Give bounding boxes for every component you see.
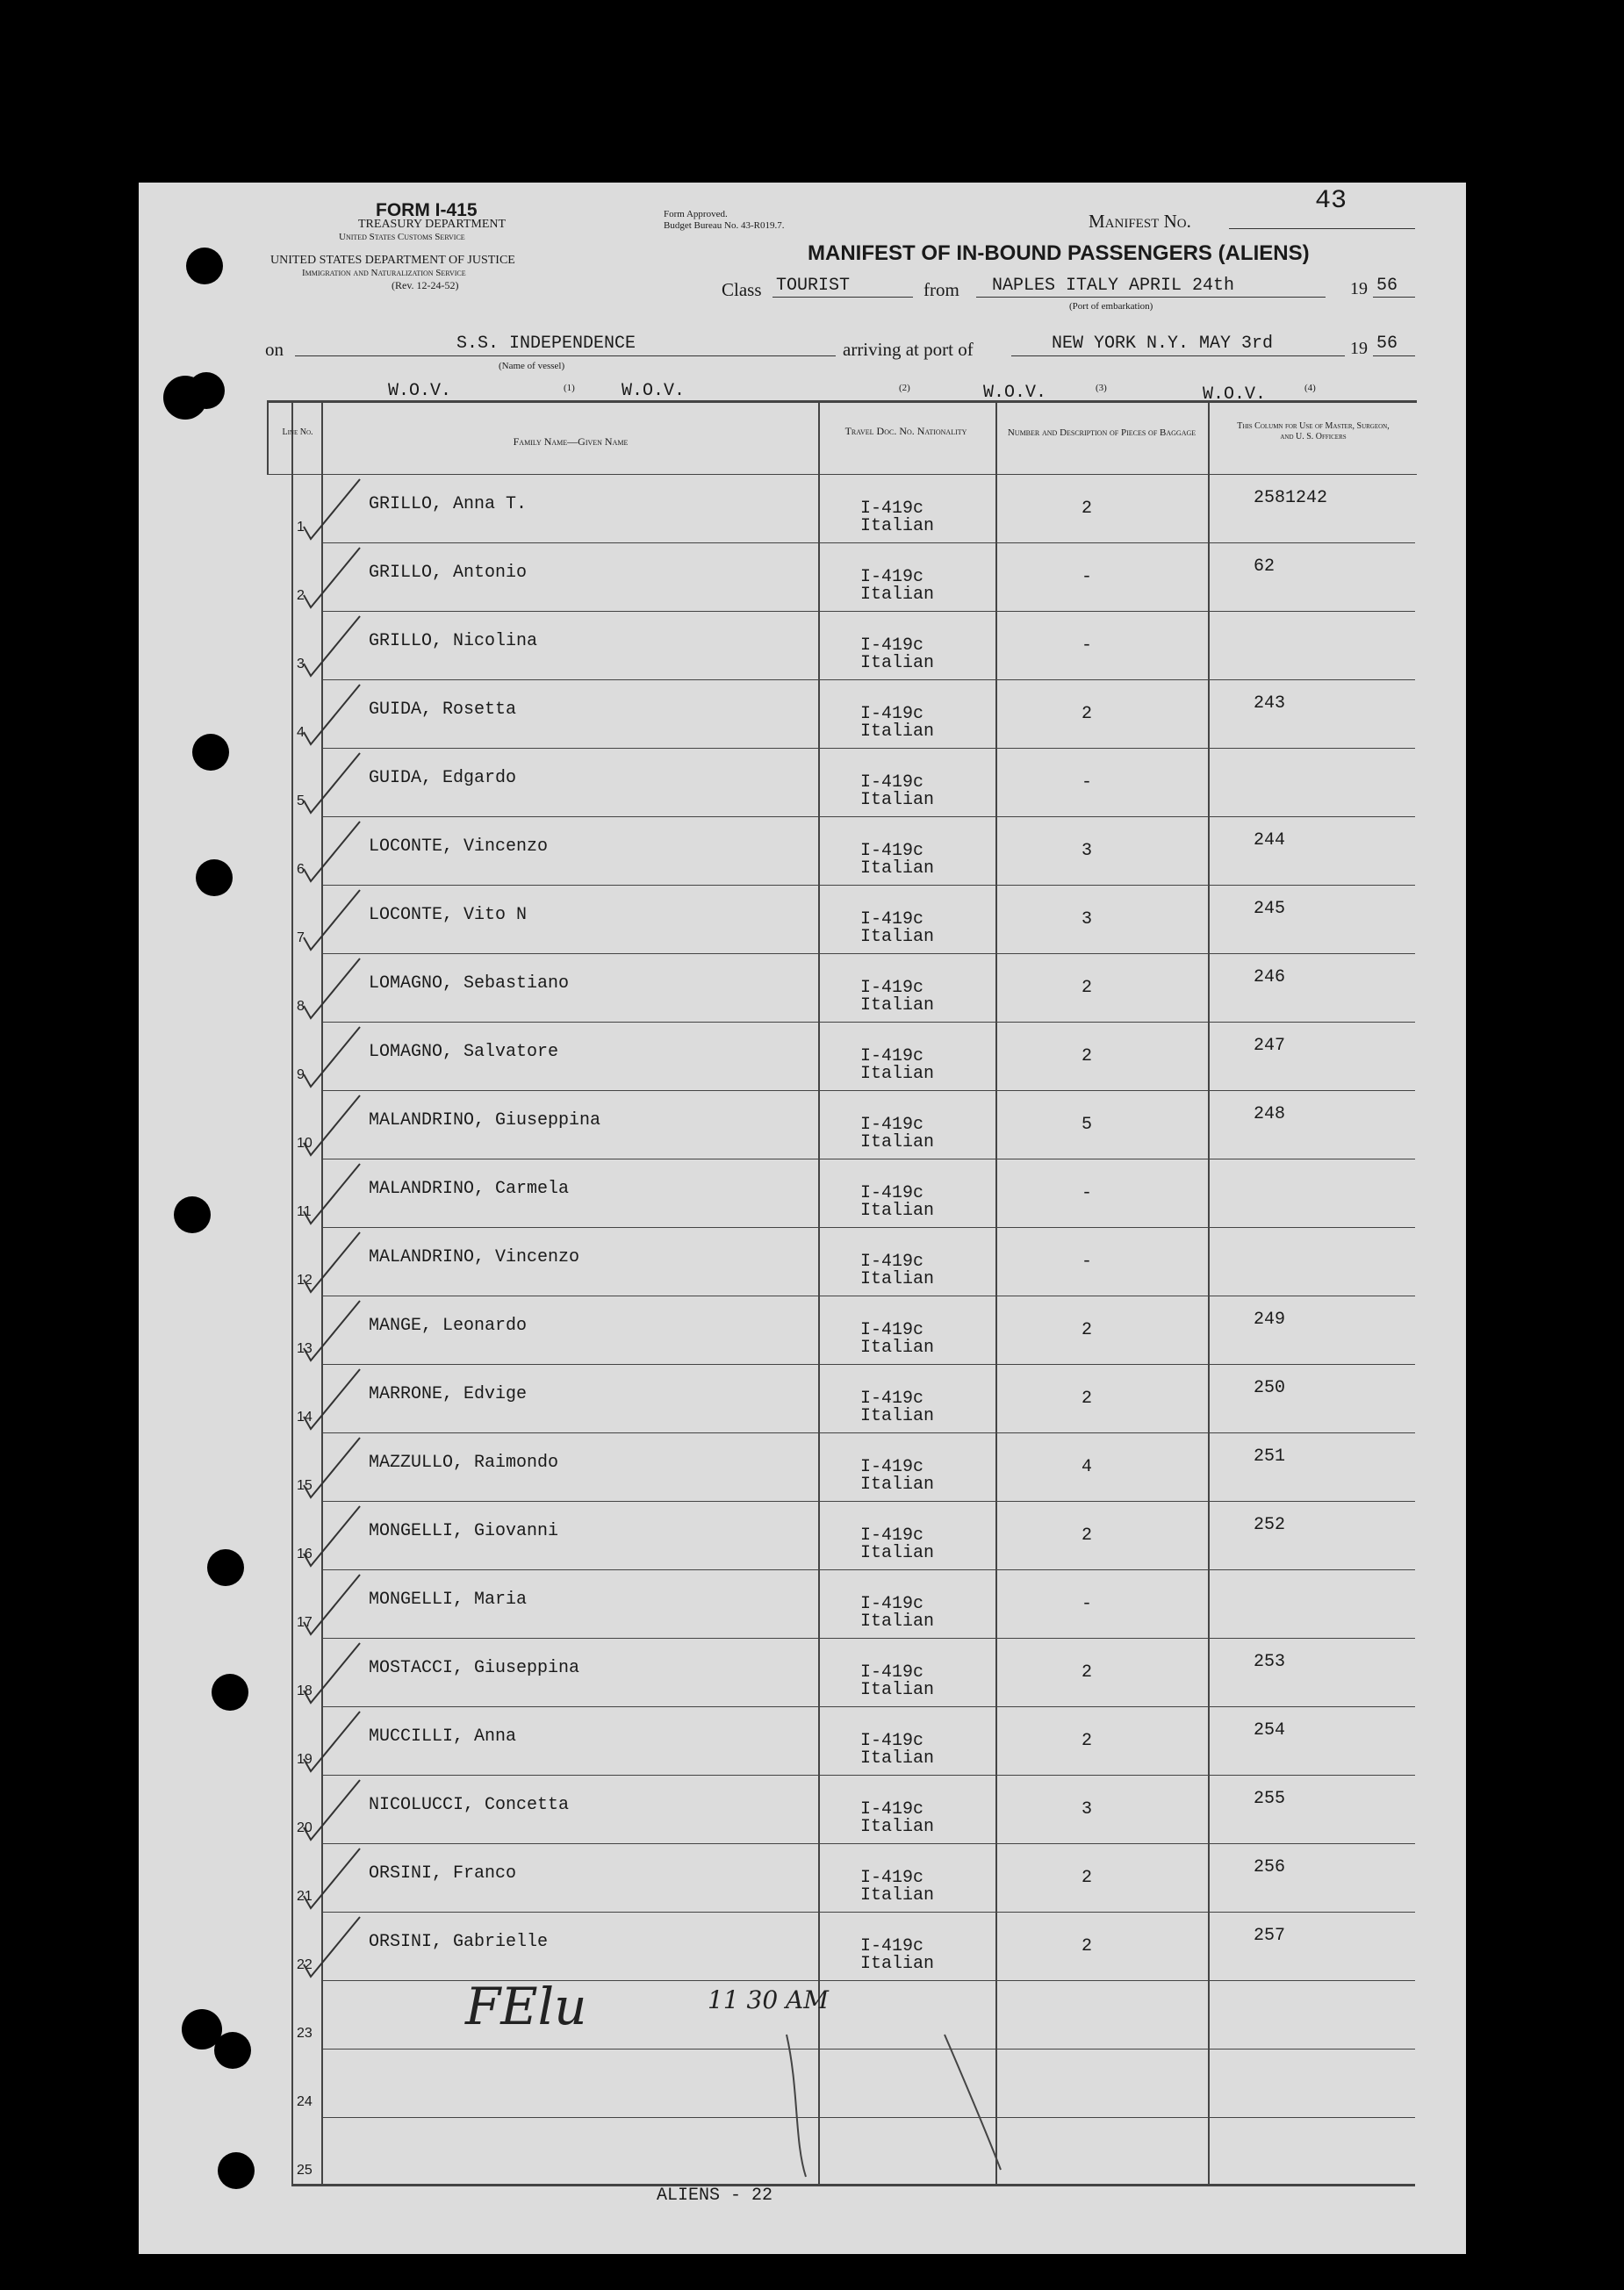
- baggage-count: 3: [1081, 1799, 1093, 1820]
- officer-number: 254: [1254, 1720, 1286, 1741]
- punch-hole: [218, 2152, 255, 2189]
- line-number: 18: [297, 1683, 313, 1698]
- travel-doc-no: I-419c: [860, 567, 924, 587]
- manifest-number: 43: [1315, 186, 1347, 216]
- travel-doc-no: I-419c: [860, 978, 924, 998]
- line-number: 17: [297, 1615, 313, 1630]
- wov-stamp: W.O.V.: [388, 381, 452, 401]
- line-number: 12: [297, 1273, 313, 1288]
- nationality: Italian: [860, 1406, 935, 1426]
- passenger-name: GRILLO, Anna T.: [369, 494, 528, 514]
- punch-hole: [207, 1549, 244, 1586]
- punch-hole: [188, 372, 225, 409]
- baggage-count: 2: [1081, 1868, 1093, 1888]
- budget-bureau: Budget Bureau No. 43-R019.7.: [664, 220, 785, 231]
- travel-doc-no: I-419c: [860, 499, 924, 519]
- line-number: 9: [297, 1067, 305, 1082]
- form-approved: Form Approved.: [664, 209, 728, 219]
- immigration-service: Immigration and Naturalization Service: [302, 268, 466, 278]
- nationality: Italian: [860, 721, 935, 742]
- officer-number: 245: [1254, 899, 1286, 919]
- passenger-name: GRILLO, Nicolina: [369, 631, 538, 651]
- wov-stamp: W.O.V.: [622, 381, 686, 401]
- vessel-name: S.S. INDEPENDENCE: [456, 334, 636, 354]
- baggage-count: 2: [1081, 1936, 1093, 1956]
- line-number: 4: [297, 725, 305, 740]
- punch-hole: [212, 1674, 248, 1711]
- passenger-name: MONGELLI, Maria: [369, 1590, 528, 1610]
- baggage-count: -: [1081, 1594, 1093, 1614]
- line-number: 19: [297, 1752, 313, 1767]
- nationality: Italian: [860, 1201, 935, 1221]
- line-number: 25: [297, 2163, 313, 2178]
- passenger-name: MALANDRINO, Giuseppina: [369, 1110, 601, 1131]
- travel-doc-no: I-419c: [860, 1320, 924, 1340]
- header-baggage: Number and Description of Pieces of Baggage: [1007, 427, 1196, 438]
- arrival-year: 56: [1376, 334, 1398, 354]
- travel-doc-no: I-419c: [860, 1046, 924, 1066]
- officer-number: 255: [1254, 1789, 1286, 1809]
- passenger-name: MALANDRINO, Vincenzo: [369, 1247, 580, 1267]
- line-number: 20: [297, 1820, 313, 1835]
- baggage-count: -: [1081, 567, 1093, 587]
- travel-doc-no: I-419c: [860, 1389, 924, 1409]
- officer-number: 62: [1254, 556, 1275, 577]
- passenger-name: ORSINI, Franco: [369, 1863, 517, 1884]
- nationality: Italian: [860, 1132, 935, 1152]
- officer-number: 253: [1254, 1652, 1286, 1672]
- punch-hole: [186, 248, 223, 284]
- from-label: from: [923, 279, 959, 300]
- officer-number: 250: [1254, 1378, 1286, 1398]
- baggage-count: -: [1081, 772, 1093, 793]
- baggage-count: 3: [1081, 909, 1093, 930]
- line-number: 23: [297, 2026, 313, 2041]
- embarkation-value: NAPLES ITALY APRIL 24th: [992, 276, 1235, 296]
- baggage-count: -: [1081, 1183, 1093, 1203]
- officer-number: 256: [1254, 1857, 1286, 1877]
- embarkation-year: 56: [1376, 276, 1398, 296]
- travel-doc-no: I-419c: [860, 1868, 924, 1888]
- form-number: FORM I-415: [376, 200, 478, 220]
- passenger-name: MOSTACCI, Giuseppina: [369, 1658, 580, 1678]
- officer-number: 257: [1254, 1926, 1286, 1946]
- baggage-count: 5: [1081, 1115, 1093, 1135]
- nationality: Italian: [860, 1612, 935, 1632]
- passenger-name: MALANDRINO, Carmela: [369, 1179, 570, 1199]
- class-value: TOURIST: [776, 276, 851, 296]
- line-number: 3: [297, 657, 305, 671]
- line-number: 6: [297, 862, 305, 877]
- officer-number: 248: [1254, 1104, 1286, 1124]
- travel-doc-no: I-419c: [860, 1183, 924, 1203]
- officer-number: 246: [1254, 967, 1286, 987]
- nationality: Italian: [860, 1543, 935, 1563]
- nationality: Italian: [860, 1817, 935, 1837]
- nationality: Italian: [860, 1748, 935, 1769]
- passenger-name: LOMAGNO, Salvatore: [369, 1042, 559, 1062]
- baggage-count: -: [1081, 635, 1093, 656]
- officer-number: 249: [1254, 1310, 1286, 1330]
- baggage-count: 2: [1081, 1662, 1093, 1683]
- treasury-department: TREASURY DEPARTMENT: [358, 218, 507, 231]
- customs-service: United States Customs Service: [339, 232, 465, 242]
- line-number: 7: [297, 930, 305, 945]
- line-number: 2: [297, 588, 305, 603]
- nationality: Italian: [860, 1269, 935, 1289]
- on-label: on: [265, 339, 284, 360]
- baggage-count: -: [1081, 1252, 1093, 1272]
- line-number: 22: [297, 1957, 313, 1972]
- officer-number: 252: [1254, 1515, 1286, 1535]
- passenger-name: MANGE, Leonardo: [369, 1316, 528, 1336]
- baggage-count: 2: [1081, 1731, 1093, 1751]
- baggage-count: 2: [1081, 1525, 1093, 1546]
- passenger-name: LOCONTE, Vito N: [369, 905, 528, 925]
- nationality: Italian: [860, 1885, 935, 1906]
- nationality: Italian: [860, 1680, 935, 1700]
- manifest-label: Manifest No.: [1089, 211, 1191, 232]
- nationality: Italian: [860, 927, 935, 947]
- revision-date: (Rev. 12-24-52): [392, 279, 459, 291]
- punch-hole: [214, 2032, 251, 2069]
- column-number: (4): [1304, 383, 1316, 393]
- nationality: Italian: [860, 653, 935, 673]
- justice-department: UNITED STATES DEPARTMENT OF JUSTICE: [270, 254, 515, 267]
- header-officers: This Column for Use of Master, Surgeon, and U. S. Officers: [1237, 421, 1390, 441]
- line-number: 11: [297, 1204, 312, 1219]
- officer-number: 243: [1254, 693, 1286, 714]
- nationality: Italian: [860, 995, 935, 1016]
- line-number: 10: [297, 1136, 313, 1151]
- nationality: Italian: [860, 1338, 935, 1358]
- arrival-value: NEW YORK N.Y. MAY 3rd: [1052, 334, 1274, 354]
- travel-doc-no: I-419c: [860, 841, 924, 861]
- wov-stamp: W.O.V.: [1203, 384, 1267, 405]
- header-travel-doc: Travel Doc. No. Nationality: [844, 425, 967, 437]
- class-label: Class: [722, 279, 762, 300]
- line-number: 8: [297, 999, 305, 1014]
- travel-doc-no: I-419c: [860, 1936, 924, 1956]
- travel-doc-no: I-419c: [860, 1525, 924, 1546]
- line-number: 24: [297, 2094, 313, 2109]
- nationality: Italian: [860, 1475, 935, 1495]
- nationality: Italian: [860, 790, 935, 810]
- passenger-name: GRILLO, Antonio: [369, 563, 528, 583]
- baggage-count: 2: [1081, 1320, 1093, 1340]
- header-name: Family Name—Given Name: [513, 435, 629, 448]
- officer-number: 2581242: [1254, 488, 1328, 508]
- baggage-count: 4: [1081, 1457, 1093, 1477]
- passenger-name: ORSINI, Gabrielle: [369, 1932, 549, 1952]
- wov-stamp: W.O.V.: [983, 383, 1047, 403]
- officer-number: 244: [1254, 830, 1286, 851]
- travel-doc-no: I-419c: [860, 909, 924, 930]
- travel-doc-no: I-419c: [860, 1662, 924, 1683]
- baggage-count: 3: [1081, 841, 1093, 861]
- nationality: Italian: [860, 516, 935, 536]
- travel-doc-no: I-419c: [860, 1115, 924, 1135]
- travel-doc-no: I-419c: [860, 1457, 924, 1477]
- line-number: 1: [297, 520, 305, 535]
- header-line-no: Line No.: [282, 427, 313, 437]
- line-number: 14: [297, 1410, 313, 1425]
- baggage-count: 2: [1081, 704, 1093, 724]
- travel-doc-no: I-419c: [860, 1594, 924, 1614]
- passenger-name: GUIDA, Rosetta: [369, 700, 517, 720]
- column-number: (2): [899, 383, 910, 393]
- passenger-name: NICOLUCCI, Concetta: [369, 1795, 570, 1815]
- passenger-name: LOCONTE, Vincenzo: [369, 836, 549, 857]
- punch-hole: [196, 859, 233, 896]
- line-number: 21: [297, 1889, 313, 1904]
- line-number: 16: [297, 1547, 313, 1561]
- travel-doc-no: I-419c: [860, 635, 924, 656]
- year-prefix: 19: [1350, 279, 1368, 298]
- manifest-title: MANIFEST OF IN-BOUND PASSENGERS (ALIENS): [808, 241, 1310, 265]
- nationality: Italian: [860, 858, 935, 879]
- punch-hole: [174, 1196, 211, 1233]
- travel-doc-no: I-419c: [860, 1252, 924, 1272]
- port-caption: (Port of embarkation): [1069, 301, 1153, 312]
- passenger-name: LOMAGNO, Sebastiano: [369, 973, 570, 994]
- baggage-count: 2: [1081, 499, 1093, 519]
- baggage-count: 2: [1081, 1389, 1093, 1409]
- baggage-count: 2: [1081, 1046, 1093, 1066]
- travel-doc-no: I-419c: [860, 772, 924, 793]
- passenger-name: MARRONE, Edvige: [369, 1384, 528, 1404]
- line-number: 13: [297, 1341, 313, 1356]
- nationality: Italian: [860, 1954, 935, 1974]
- year-prefix: 19: [1350, 339, 1368, 358]
- passenger-name: MAZZULLO, Raimondo: [369, 1453, 559, 1473]
- passenger-name: MUCCILLI, Anna: [369, 1726, 517, 1747]
- line-number: 5: [297, 793, 305, 808]
- travel-doc-no: I-419c: [860, 1799, 924, 1820]
- punch-hole: [192, 734, 229, 771]
- nationality: Italian: [860, 585, 935, 605]
- passenger-name: GUIDA, Edgardo: [369, 768, 517, 788]
- nationality: Italian: [860, 1064, 935, 1084]
- column-number: (1): [564, 383, 575, 393]
- passenger-name: MONGELLI, Giovanni: [369, 1521, 559, 1541]
- page-footer: ALIENS - 22: [657, 2186, 773, 2206]
- column-number: (3): [1096, 383, 1107, 393]
- arriving-label: arriving at port of: [843, 339, 974, 360]
- travel-doc-no: I-419c: [860, 1731, 924, 1751]
- inspection-time: 11 30 AM: [708, 1985, 829, 2014]
- officer-number: 251: [1254, 1447, 1286, 1467]
- vessel-caption: (Name of vessel): [499, 361, 565, 371]
- officer-number: 247: [1254, 1036, 1286, 1056]
- line-number: 15: [297, 1478, 313, 1493]
- baggage-count: 2: [1081, 978, 1093, 998]
- travel-doc-no: I-419c: [860, 704, 924, 724]
- officer-signature: FElu: [465, 1977, 587, 2036]
